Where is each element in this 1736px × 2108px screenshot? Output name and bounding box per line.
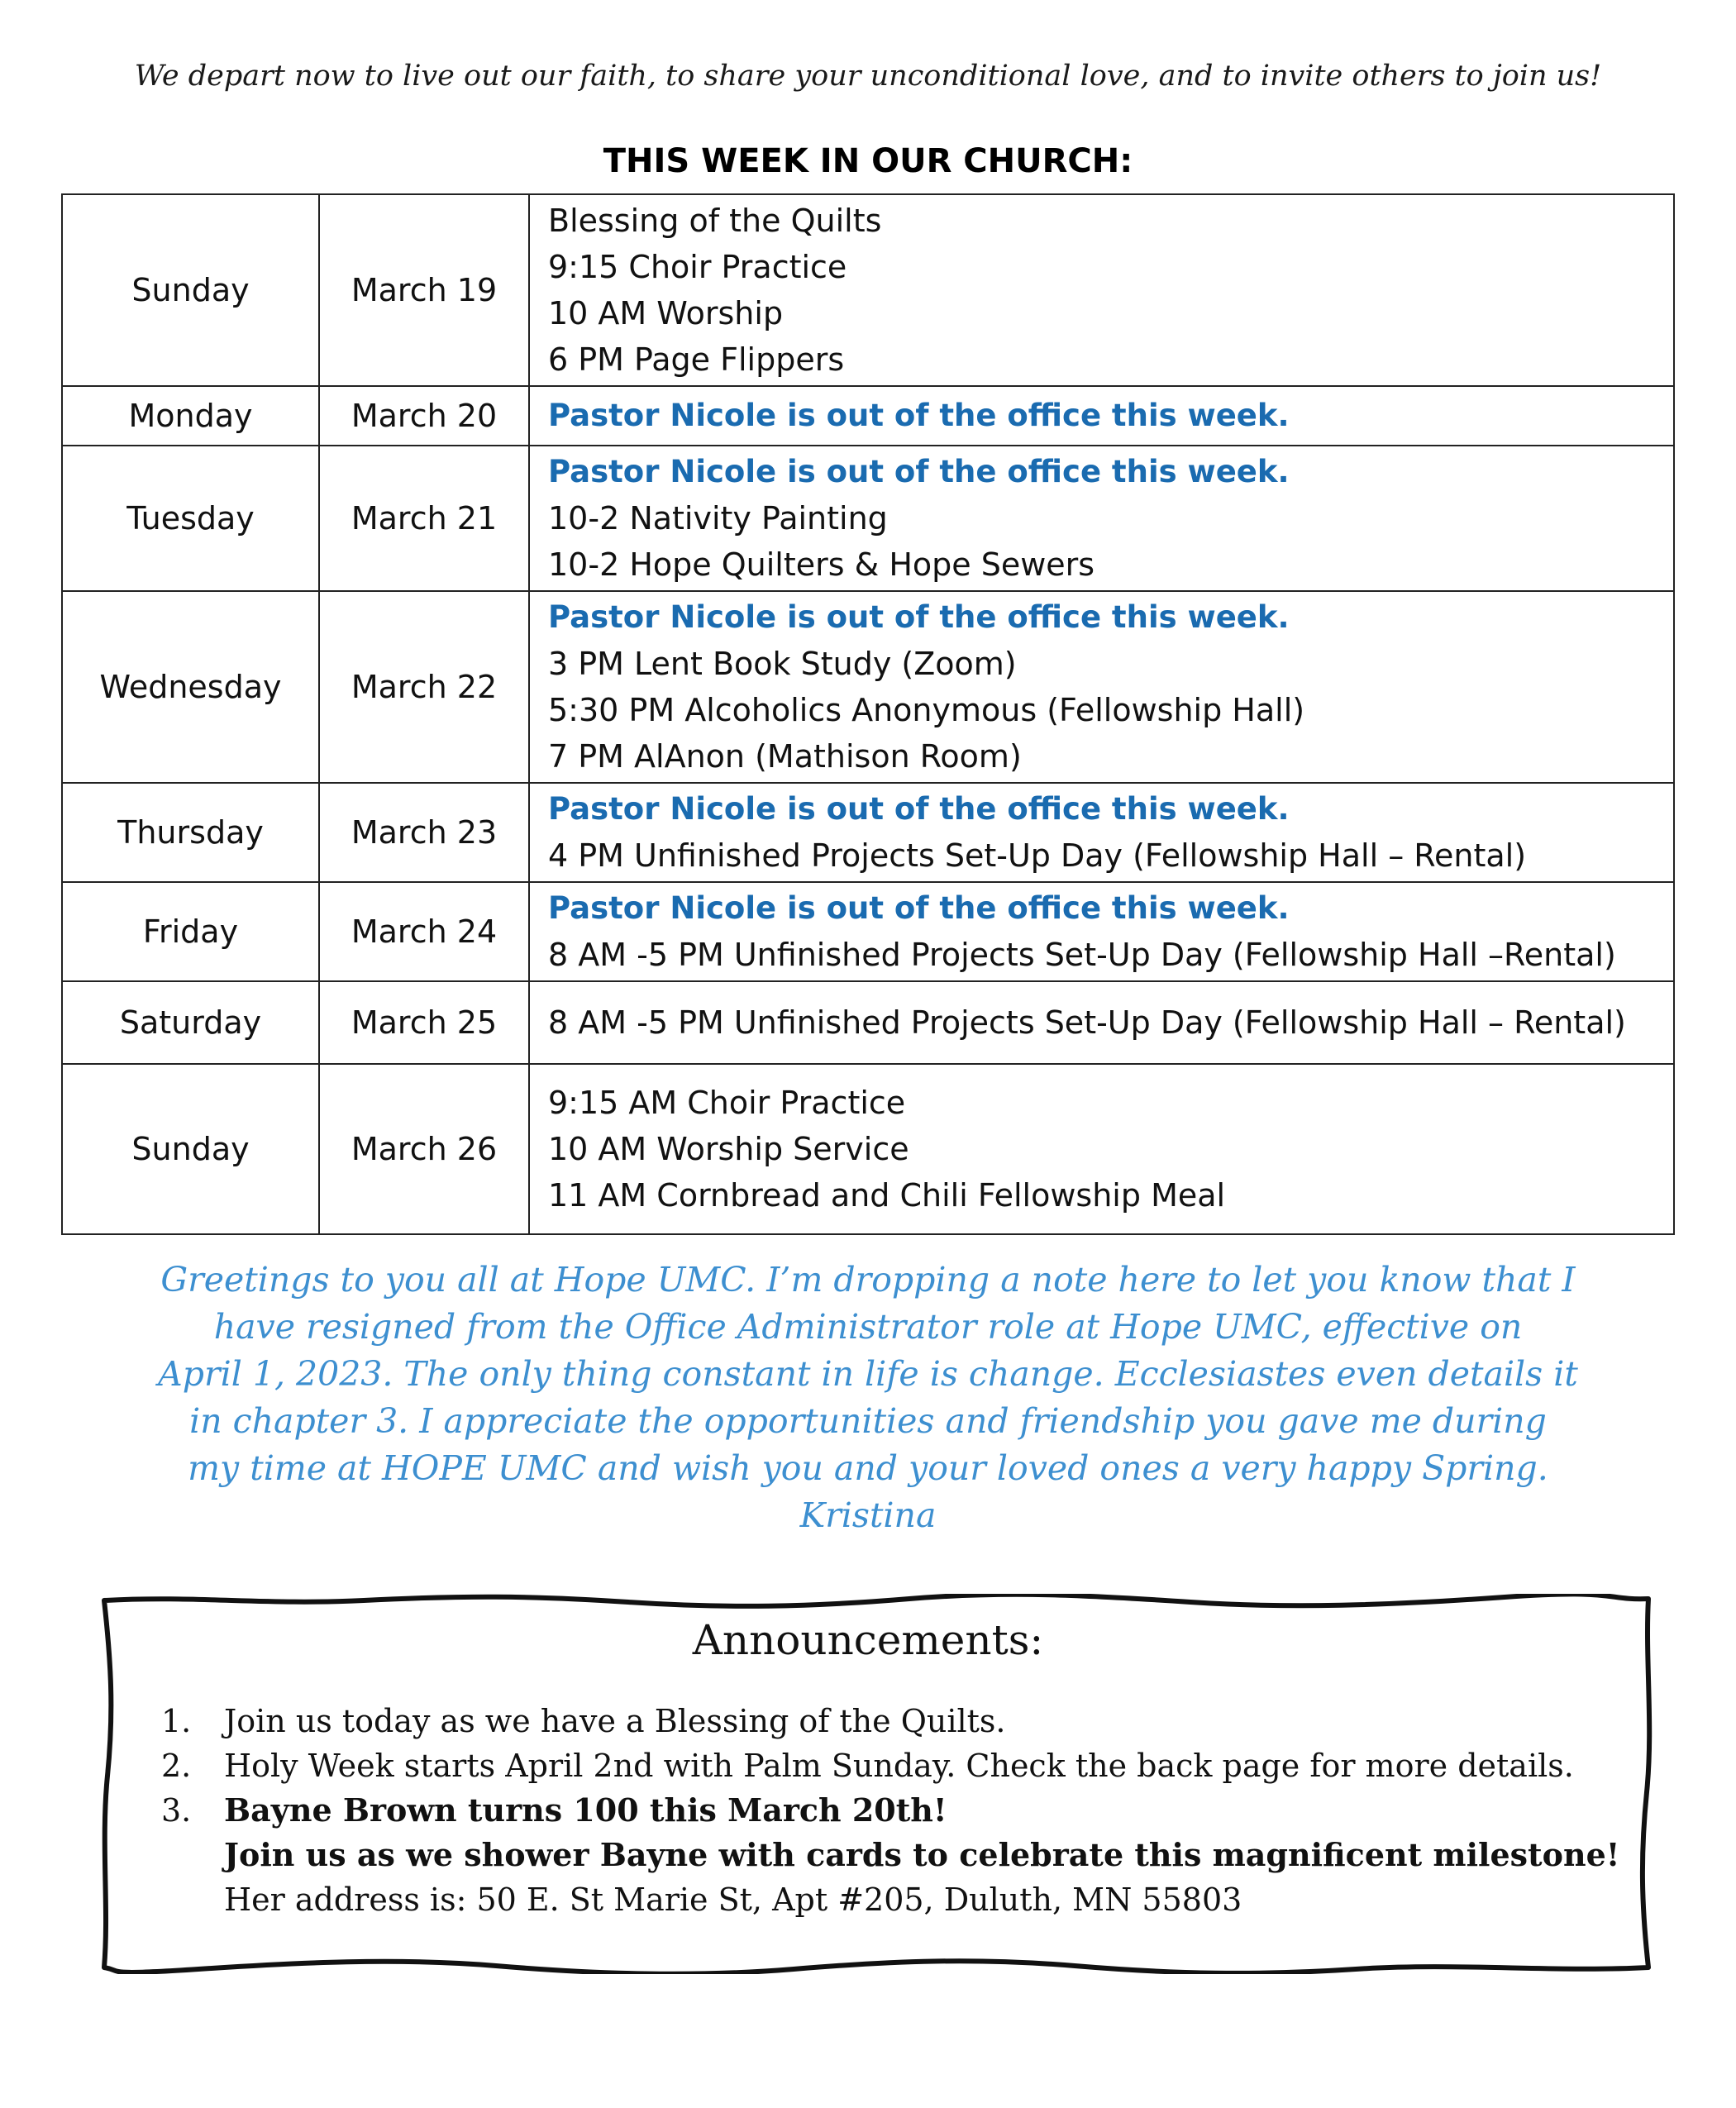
schedule-day: Friday: [62, 882, 319, 981]
schedule-day: Monday: [62, 386, 319, 446]
schedule-date: March 22: [319, 591, 529, 783]
announcement-text: Join us as we shower Bayne with cards to celebrate this magnificent milestone!: [224, 1836, 1620, 1873]
note-line: in chapter 3. I appreciate the opportunities and friendship you gave me during: [189, 1401, 1547, 1441]
event-item: Blessing of the Quilts: [548, 203, 882, 239]
announcement-text: Holy Week starts April 2nd with Palm Sunday. Check the back page for more details.: [224, 1748, 1574, 1784]
pastor-notice: Pastor Nicole is out of the office this week.: [548, 890, 1290, 926]
tagline: We depart now to live out our faith, to share your unconditional love, and to invite others to join us!: [134, 60, 1602, 93]
schedule-row: [62, 446, 1674, 591]
schedule-date: March 23: [319, 783, 529, 882]
schedule-date: March 19: [319, 194, 529, 386]
event-item: 9:15 Choir Practice: [548, 249, 847, 285]
event-item: 3 PM Lent Book Study (Zoom): [548, 646, 1017, 682]
note-signature: Kristina: [799, 1495, 937, 1535]
announcement-item: [161, 1788, 1633, 1922]
note-line: my time at HOPE UMC and wish you and your loved ones a very happy Spring.: [188, 1448, 1548, 1488]
pastor-notice: Pastor Nicole is out of the office this week.: [548, 599, 1290, 635]
announcement-item: [161, 1743, 1633, 1788]
announcement-item: [161, 1699, 1633, 1743]
announcement-number: 2.: [161, 1748, 192, 1784]
schedule-date: March 25: [319, 981, 529, 1064]
event-item: 11 AM Cornbread and Chili Fellowship Meal: [548, 1177, 1226, 1214]
schedule-date: March 21: [319, 446, 529, 591]
schedule-row: [62, 882, 1674, 981]
schedule-events: [529, 386, 1674, 446]
schedule-events: [529, 882, 1674, 981]
event-item: 8 AM -5 PM Unfinished Projects Set-Up Day (Fellowship Hall – Rental): [548, 1004, 1626, 1041]
schedule-day: Wednesday: [62, 591, 319, 783]
schedule-row: [62, 783, 1674, 882]
event-item: 10 AM Worship Service: [548, 1131, 909, 1167]
schedule-day: Saturday: [62, 981, 319, 1064]
schedule-row: [62, 386, 1674, 446]
event-item: 9:15 AM Choir Practice: [548, 1085, 906, 1121]
announcements-title: Announcements:: [692, 1616, 1044, 1664]
event-item: 5:30 PM Alcoholics Anonymous (Fellowship Hall): [548, 692, 1305, 728]
announcement-number: 1.: [161, 1703, 192, 1739]
pastor-notice: Pastor Nicole is out of the office this week.: [548, 398, 1290, 433]
schedule-row: [62, 194, 1674, 386]
schedule-date: March 26: [319, 1064, 529, 1234]
announcements-list: [161, 1699, 1633, 1922]
announcement-number: 3.: [161, 1792, 192, 1829]
pastor-notice: Pastor Nicole is out of the office this week.: [548, 454, 1290, 489]
note-line: have resigned from the Office Administrator role at Hope UMC, effective on: [213, 1307, 1523, 1347]
schedule-date: March 24: [319, 882, 529, 981]
event-item: 10-2 Hope Quilters & Hope Sewers: [548, 546, 1095, 583]
note-line: April 1, 2023. The only thing constant in life is change. Ecclesiastes even details it: [158, 1354, 1578, 1394]
note-line: Greetings to you all at Hope UMC. I’m dropping a note here to let you know that I: [160, 1260, 1576, 1300]
resignation-note: [91, 1257, 1645, 1539]
schedule-events: [529, 1064, 1674, 1234]
schedule-title: THIS WEEK IN OUR CHURCH:: [603, 142, 1133, 180]
event-item: 10-2 Nativity Painting: [548, 500, 888, 537]
event-item: 10 AM Worship: [548, 295, 784, 331]
announcement-text: Bayne Brown turns 100 this March 20th!: [224, 1791, 947, 1829]
schedule-date: March 20: [319, 386, 529, 446]
event-item: 6 PM Page Flippers: [548, 341, 845, 378]
schedule-events: [529, 194, 1674, 386]
pastor-notice: Pastor Nicole is out of the office this week.: [548, 791, 1290, 827]
schedule-events: [529, 783, 1674, 882]
schedule-row: [62, 981, 1674, 1064]
schedule-row: [62, 1064, 1674, 1234]
schedule-row: [62, 591, 1674, 783]
schedule-day: Tuesday: [62, 446, 319, 591]
announcement-text: Her address is: 50 E. St Marie St, Apt #205, Duluth, MN 55803: [224, 1881, 1242, 1918]
schedule-day: Thursday: [62, 783, 319, 882]
schedule-day: Sunday: [62, 194, 319, 386]
schedule-events: [529, 981, 1674, 1064]
event-item: 4 PM Unfinished Projects Set-Up Day (Fellowship Hall – Rental): [548, 837, 1527, 874]
event-item: 7 PM AlAnon (Mathison Room): [548, 738, 1022, 775]
schedule-day: Sunday: [62, 1064, 319, 1234]
schedule-events: [529, 446, 1674, 591]
event-item: 8 AM -5 PM Unfinished Projects Set-Up Day (Fellowship Hall –Rental): [548, 937, 1616, 973]
announcement-text: Join us today as we have a Blessing of the Quilts.: [224, 1703, 1006, 1739]
schedule-events: [529, 591, 1674, 783]
weekly-schedule-table: [61, 193, 1675, 1235]
